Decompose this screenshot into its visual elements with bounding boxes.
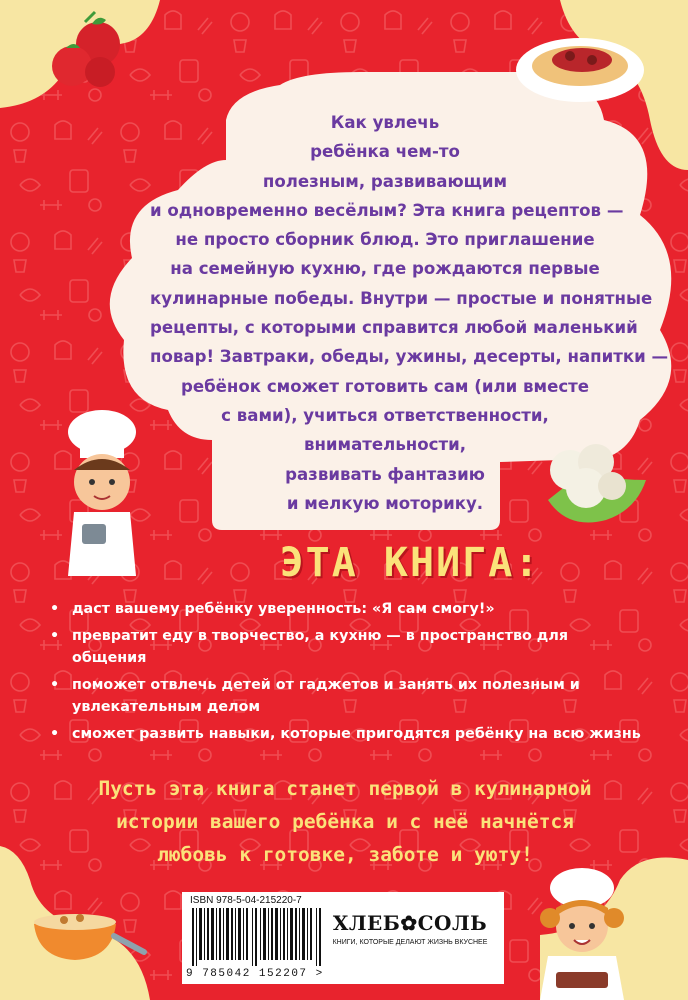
intro-line: повар! Завтраки, обеды, ужины, десерты, напитки —	[150, 347, 669, 367]
intro-line: с вами), учиться ответственности,	[221, 405, 549, 425]
list-item-text: даст вашему ребёнку уверенность: «Я сам смогу!»	[72, 601, 495, 617]
intro-line: внимательности,	[303, 435, 467, 455]
intro-line: ребёнок сможет готовить сам (или вместе	[180, 376, 590, 396]
section-heading: ЭТА КНИГА:	[279, 540, 541, 586]
intro-line: и мелкую моторику.	[286, 493, 484, 513]
intro-line: Как увлечь	[330, 113, 440, 132]
intro-line: не просто сборник блюд. Это приглашение	[175, 230, 595, 250]
intro-line: ребёнка чем-то	[310, 142, 460, 162]
list-item	[44, 674, 644, 719]
closing-text	[40, 772, 650, 871]
list-item-text: сможет развить навыки, которые пригодятся ребёнку на всю жизнь	[72, 725, 641, 742]
closing-line: Пусть эта книга станет первой в кулинарной	[98, 777, 592, 800]
bullet-dot: •	[50, 725, 60, 742]
intro-line: полезным, развивающим	[262, 171, 508, 191]
intro-line: развивать фантазию	[285, 464, 485, 484]
benefits-list	[44, 598, 644, 749]
list-item-text: превратит еду в творчество, а кухню — в пространство для общения	[72, 627, 568, 666]
list-item	[44, 625, 644, 670]
spaghetti-plate-icon	[516, 38, 644, 102]
list-item-text: поможет отвлечь детей от гаджетов и занять их полезным и увлекательным делом	[72, 676, 580, 715]
barcode-digits: 9 785042 152207 >	[186, 968, 324, 980]
publisher-slogan: КНИГИ, КОТОРЫЕ ДЕЛАЮТ ЖИЗНЬ ВКУСНЕЕ	[332, 939, 488, 946]
list-item	[44, 723, 644, 746]
closing-line: любовь к готовке, заботе и уюту!	[157, 843, 533, 866]
barcode-icon	[190, 908, 324, 966]
bullet-dot: •	[50, 627, 60, 644]
isbn-text: ISBN 978-5-04-215220-7	[190, 895, 302, 906]
closing-line: истории вашего ребёнка и с неё начнётся	[116, 810, 574, 833]
bullet-dot: •	[50, 601, 60, 617]
intro-line: рецепты, с которыми справится любой маленький	[150, 318, 638, 338]
intro-text	[150, 108, 669, 518]
publisher-name: ХЛЕБ✿СОЛЬ	[332, 911, 488, 935]
intro-line: на семейную кухню, где рождаются первые	[170, 259, 600, 279]
bullet-dot: •	[50, 676, 60, 693]
chef-boy-icon	[68, 410, 136, 576]
intro-line: кулинарные победы. Внутри — простые и понятные	[150, 288, 653, 308]
list-item	[44, 598, 644, 621]
publisher-logo	[320, 911, 500, 946]
intro-line: и одновременно весёлым? Эта книга рецептов —	[150, 200, 624, 220]
